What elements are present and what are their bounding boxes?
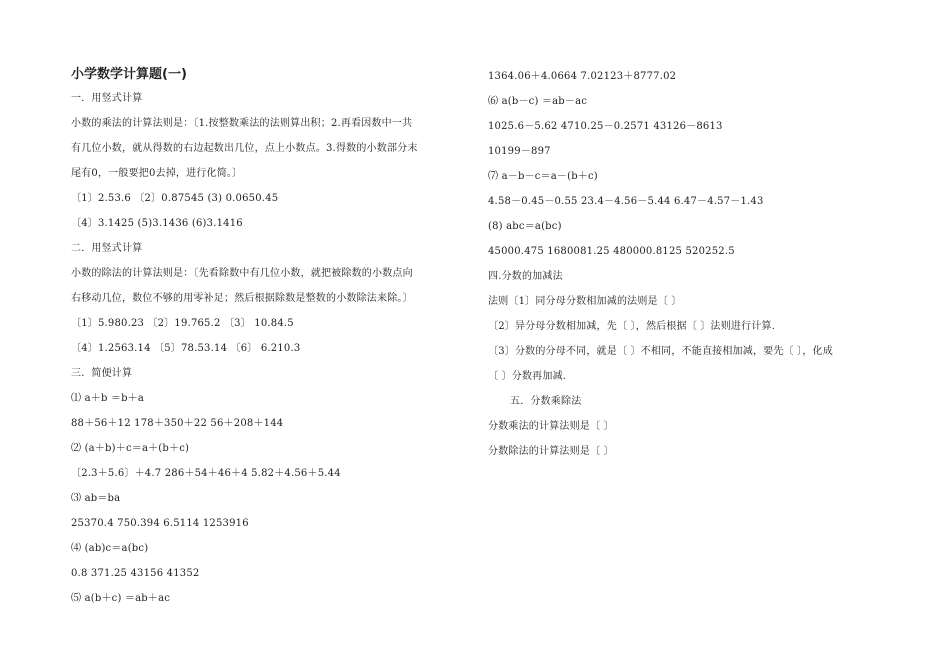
exercise-line: 〔1〕2.53.6 〔2〕0.87545 (3) 0.0650.45 bbox=[71, 193, 279, 204]
exercise-line: 〔1〕5.980.23 〔2〕19.765.2 〔3〕 10.84.5 bbox=[71, 318, 294, 329]
exercise-line: 45000.475 1680081.25 480000.8125 520252.5 bbox=[488, 246, 735, 257]
rule-text: 尾有0，一般要把0去掉，进行化简。〕 bbox=[71, 168, 243, 179]
law-formula: (8) abc＝a(bc) bbox=[488, 221, 562, 232]
law-formula: ⑴ a＋b ＝b＋a bbox=[71, 393, 145, 404]
law-formula: ⑷ (ab)c＝a(bc) bbox=[71, 543, 149, 554]
right-column bbox=[488, 64, 883, 464]
section-heading: 四.分数的加减法 bbox=[488, 271, 563, 282]
fill-in-question: 〔2〕异分母分数相加减，先〔 〕，然后根据〔 〕法则进行计算. bbox=[488, 321, 776, 332]
exercise-line: 4.58－0.45－0.55 23.4－4.56－5.44 6.47－4.57－1.43 bbox=[488, 196, 764, 207]
section-heading: 五．分数乘除法 bbox=[510, 396, 582, 407]
exercise-line: 25370.4 750.394 6.5114 1253916 bbox=[71, 518, 249, 529]
law-formula: ⑸ a(b＋c) ＝ab＋ac bbox=[71, 593, 171, 604]
exercise-line: 10199－897 bbox=[488, 146, 551, 157]
exercise-line: 88＋56＋12 178＋350＋22 56＋208＋144 bbox=[71, 418, 284, 429]
fill-in-question: 分数乘法的计算法则是〔 〕 bbox=[488, 421, 614, 432]
law-formula: ⑵ (a＋b)＋c＝a＋(b＋c) bbox=[71, 443, 190, 454]
exercise-line: 〔4〕1.2563.14 〔5〕78.53.14 〔6〕 6.210.3 bbox=[71, 343, 301, 354]
section-heading: 二．用竖式计算 bbox=[71, 243, 143, 254]
rule-text: 小数的除法的计算法则是：〔先看除数中有几位小数，就把被除数的小数点向 bbox=[71, 268, 413, 279]
section-heading: 一．用竖式计算 bbox=[71, 93, 143, 104]
rule-text: 有几位小数，就从得数的右边起数出几位，点上小数点。3.得数的小数部分末 bbox=[71, 143, 418, 154]
law-formula: ⑹ a(b－c) ＝ab－ac bbox=[488, 96, 588, 107]
section-heading: 三．简便计算 bbox=[71, 368, 133, 379]
left-column bbox=[71, 64, 466, 611]
exercise-line: 1025.6－5.62 4710.25－0.2571 43126－8613 bbox=[488, 121, 723, 132]
exercise-line: 〔4〕3.1425 (5)3.1436 (6)3.1416 bbox=[71, 218, 243, 229]
worksheet-title: 小学数学计算题(一) bbox=[71, 67, 187, 82]
fill-in-question: 分数除法的计算法则是〔 〕 bbox=[488, 446, 614, 457]
exercise-line: 0.8 371.25 43156 41352 bbox=[71, 568, 200, 579]
fill-in-question: 法则〔1〕同分母分数相加减的法则是〔 〕 bbox=[488, 296, 682, 307]
fill-in-question: 〔3〕分数的分母不同，就是〔 〕不相同，不能直接相加减，要先〔 〕，化成 bbox=[488, 346, 833, 357]
law-formula: ⑶ ab＝ba bbox=[71, 493, 121, 504]
law-formula: ⑺ a－b－c＝a－(b＋c) bbox=[488, 171, 598, 182]
exercise-line: 〔2.3＋5.6〕＋4.7 286＋54＋46＋4 5.82＋4.56＋5.44 bbox=[71, 468, 341, 479]
exercise-line: 1364.06＋4.0664 7.02123＋8777.02 bbox=[488, 71, 677, 82]
fill-in-question: 〔 〕分数再加减. bbox=[488, 371, 567, 382]
rule-text: 小数的乘法的计算法则是：〔1.按整数乘法的法则算出积；2.再看因数中一共 bbox=[71, 118, 413, 129]
rule-text: 右移动几位，数位不够的用零补足；然后根据除数是整数的小数除法来除。〕 bbox=[71, 293, 413, 304]
